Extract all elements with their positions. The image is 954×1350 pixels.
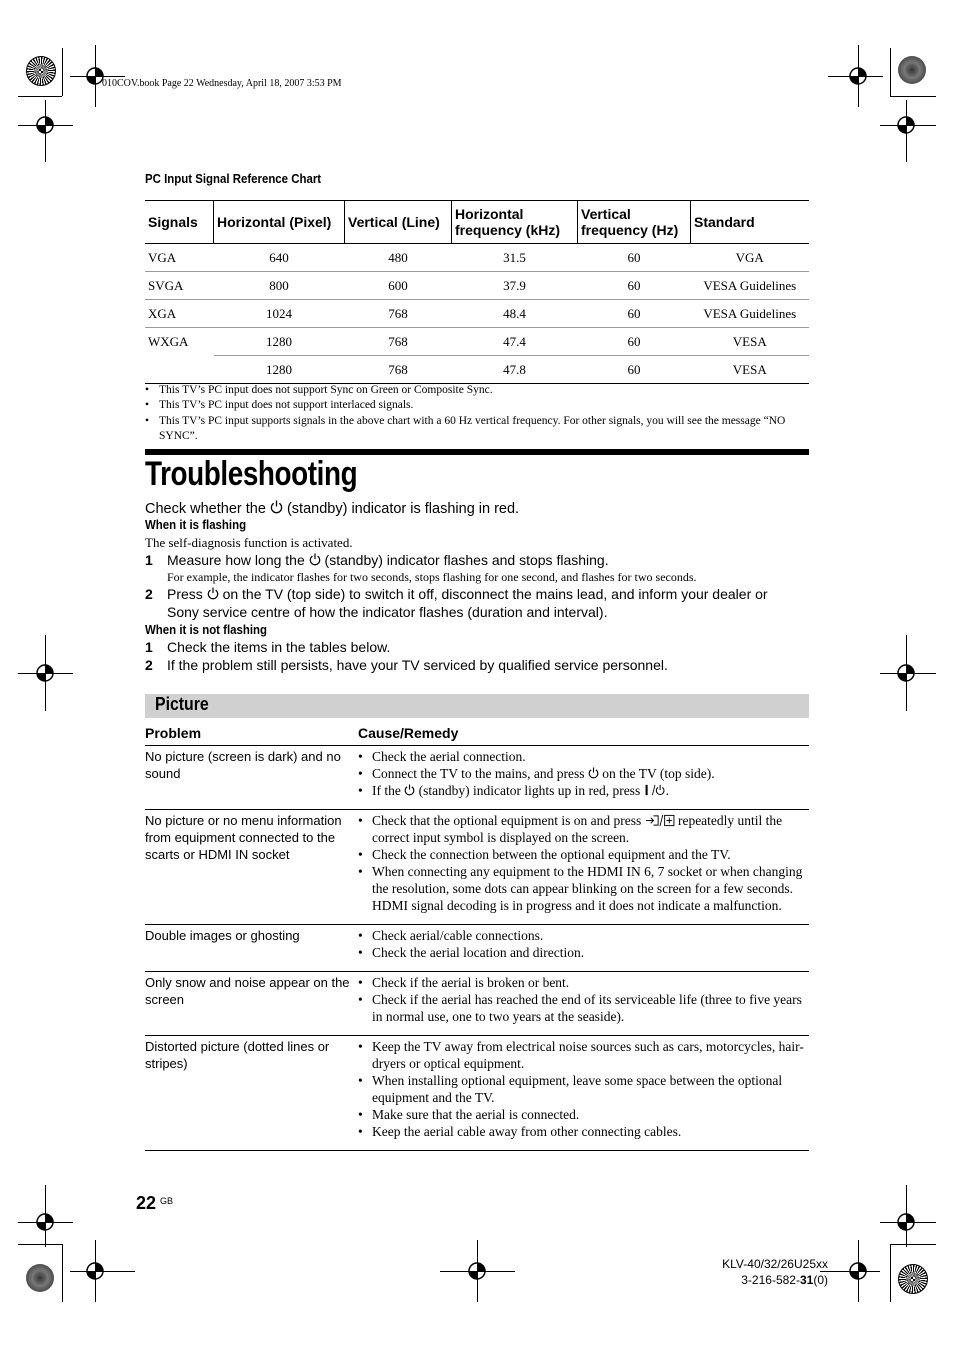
column-header: Standard — [691, 201, 810, 244]
power-standby-icon — [309, 553, 321, 566]
table-row — [145, 972, 809, 1036]
table-cell: 640 — [214, 244, 345, 272]
step-text: Measure how long the — [167, 552, 305, 568]
table-cell: XGA — [145, 300, 214, 328]
power-icon — [207, 587, 219, 600]
remedy-text: on the TV (top side). — [602, 766, 715, 781]
intro-line — [145, 500, 519, 517]
table-row — [145, 746, 809, 810]
registration-mark-icon — [31, 659, 59, 687]
table-cell: 480 — [345, 244, 452, 272]
table-cell: 768 — [345, 328, 452, 356]
remedy-item: • When connecting any equipment to the HDMI IN 6, 7 socket or when changing the resolution, some dots can appear blinking on the screen for a few seconds. HDMI signal decoding is in progress and it does not indicate a malfunction. — [358, 863, 809, 914]
step-number: 2 — [145, 586, 153, 602]
flashing-text: The self-diagnosis function is activated. — [145, 535, 353, 550]
remedy-text: (standby) indicator lights up in red, press — [418, 783, 641, 798]
remedy-item: • Check the aerial connection. — [358, 748, 809, 765]
remedy-item: • When installing optional equipment, leave some space between the optional equipment and the TV. — [358, 1072, 809, 1106]
part-code-bold: 31 — [799, 1273, 814, 1287]
remedy-item: • Check the aerial location and direction. — [358, 944, 809, 961]
step-1 — [167, 552, 609, 568]
pc-signal-table — [145, 200, 809, 384]
color-rosette-icon — [898, 56, 926, 84]
model-info — [722, 1256, 828, 1288]
step-2 — [167, 586, 768, 602]
table-cell: 31.5 — [452, 244, 578, 272]
not-flashing-step-1: Check the items in the tables below. — [167, 639, 391, 655]
step-2-continued: Sony service centre of how the indicator flashes (duration and interval). — [167, 604, 608, 620]
column-header: Horizontal (Pixel) — [214, 201, 345, 244]
note-item: • This TV’s PC input does not support interlaced signals. — [145, 398, 809, 413]
table-row — [145, 925, 809, 972]
column-header-problem: Problem — [145, 720, 358, 746]
remedy-cell — [358, 810, 809, 925]
input-select-icon — [645, 814, 675, 827]
remedy-item: • Keep the TV away from electrical noise sources such as cars, motorcycles, hair-dryers or optical equipment. — [358, 1038, 809, 1072]
registration-mark-icon — [892, 659, 920, 687]
remedy-item: • Keep the aerial cable away from other connecting cables. — [358, 1123, 809, 1140]
table-cell: VESA Guidelines — [691, 300, 810, 328]
intro-text: (standby) indicator is flashing in red. — [286, 501, 520, 517]
power-standby-icon — [270, 500, 283, 514]
table-cell: 60 — [578, 328, 691, 356]
column-header: Signals — [145, 201, 214, 244]
table-cell: 60 — [578, 356, 691, 384]
table-cell: 600 — [345, 272, 452, 300]
registration-mark-icon — [892, 111, 920, 139]
column-header: Vertical (Line) — [345, 201, 452, 244]
when-not-flashing-heading: When it is not flashing — [145, 622, 268, 637]
table-cell: VGA — [691, 244, 810, 272]
remedy-cell — [358, 972, 809, 1036]
color-rosette-icon — [898, 1264, 928, 1294]
column-header: Vertical frequency (Hz) — [578, 201, 691, 244]
registration-mark-icon — [892, 1208, 920, 1236]
color-rosette-icon — [26, 56, 56, 86]
table-cell: 768 — [345, 300, 452, 328]
column-header: Horizontal frequency (kHz) — [452, 201, 578, 244]
registration-mark-icon — [31, 111, 59, 139]
table-cell: VESA — [691, 328, 810, 356]
step-1-note: For example, the indicator flashes for two seconds, stops flashing for one second, and flashes for two seconds. — [167, 570, 697, 584]
table-cell — [145, 356, 214, 384]
table-cell: VGA — [145, 244, 214, 272]
pc-chart-title: PC Input Signal Reference Chart — [145, 171, 322, 186]
registration-mark-icon — [844, 1257, 872, 1285]
table-cell: 47.8 — [452, 356, 578, 384]
page-number: 22 — [136, 1193, 157, 1213]
table-row — [145, 356, 809, 384]
registration-mark-icon — [31, 1208, 59, 1236]
registration-mark-icon — [463, 1257, 491, 1285]
step-number: 1 — [145, 552, 153, 568]
power-icon — [588, 767, 599, 779]
table-row — [145, 810, 809, 925]
table-row — [145, 272, 809, 300]
page-title: Troubleshooting — [145, 455, 358, 493]
step-text: on the TV (top side) to switch it off, disconnect the mains lead, and inform your dealer or — [222, 586, 768, 602]
when-flashing-heading: When it is flashing — [145, 517, 247, 532]
problem-cell: Distorted picture (dotted lines or stripes) — [145, 1036, 358, 1151]
problem-cell: No picture or no menu information from equipment connected to the scarts or HDMI IN socket — [145, 810, 358, 925]
remedy-text: Check that the optional equipment is on and press — [372, 813, 642, 828]
step-number: 1 — [145, 639, 153, 655]
remedy-item: • Check if the aerial is broken or bent. — [358, 974, 809, 991]
problem-cell: Only snow and noise appear on the screen — [145, 972, 358, 1036]
tv-standby-button-icon — [644, 784, 666, 796]
remedy-text: repeatedly until the correct input symbol is displayed on the screen. — [372, 813, 783, 845]
table-cell: 768 — [345, 356, 452, 384]
picture-section-bar — [145, 694, 809, 718]
table-cell: 60 — [578, 300, 691, 328]
remedy-item: • Make sure that the aerial is connected. — [358, 1106, 809, 1123]
table-cell: VESA Guidelines — [691, 272, 810, 300]
table-header-row — [145, 720, 809, 746]
column-header-cause: Cause/Remedy — [358, 720, 809, 746]
remedy-item: • If the (standby) indicator lights up in red, press . — [358, 782, 809, 799]
table-row — [145, 328, 809, 356]
remedy-cell — [358, 746, 809, 810]
power-standby-icon — [404, 784, 415, 796]
table-cell: WXGA — [148, 333, 189, 349]
table-cell: VESA — [691, 356, 810, 384]
part-code-prefix: 3-216-582- — [741, 1273, 800, 1287]
part-code — [722, 1272, 828, 1288]
problem-cell: Double images or ghosting — [145, 925, 358, 972]
model-number: KLV-40/32/26U25xx — [722, 1257, 828, 1271]
remedy-cell — [358, 925, 809, 972]
table-header-row — [145, 201, 809, 244]
table-cell: 60 — [578, 272, 691, 300]
problem-cell: No picture (screen is dark) and no sound — [145, 746, 358, 810]
remedy-text: If the — [372, 783, 401, 798]
part-code-suffix: (0) — [813, 1273, 828, 1287]
remedy-item — [358, 812, 809, 846]
table-row — [145, 244, 809, 272]
page-language-suffix: GB — [160, 1196, 174, 1206]
book-header-line: 010COV.book Page 22 Wednesday, April 18, 2007 3:53 PM — [102, 78, 342, 89]
table-cell: 1024 — [214, 300, 345, 328]
registration-mark-icon — [81, 1257, 109, 1285]
remedy-item: • Check if the aerial has reached the end of its serviceable life (three to five years in normal use, one to two years at the seaside). — [358, 991, 809, 1025]
remedy-item — [358, 765, 809, 782]
table-cell: 60 — [578, 244, 691, 272]
table-cell: 1280 — [214, 356, 345, 384]
remedy-item: • Check the connection between the optional equipment and the TV. — [358, 846, 809, 863]
table-cell: 37.9 — [452, 272, 578, 300]
not-flashing-step-2: If the problem still persists, have your TV serviced by qualified service personnel. — [167, 657, 668, 673]
table-cell: 47.4 — [452, 328, 578, 356]
step-text: Press — [167, 586, 203, 602]
picture-heading: Picture — [155, 694, 209, 714]
table-cell: 48.4 — [452, 300, 578, 328]
table-row — [145, 1036, 809, 1151]
color-rosette-icon — [26, 1264, 54, 1292]
step-number: 2 — [145, 657, 153, 673]
note-item: • This TV’s PC input does not support Sync on Green or Composite Sync. — [145, 383, 809, 398]
pc-chart-notes — [145, 383, 809, 444]
remedy-cell — [358, 1036, 809, 1151]
remedy-text: Connect the TV to the mains, and press — [372, 766, 585, 781]
step-text: (standby) indicator flashes and stops flashing. — [324, 552, 609, 568]
table-cell: 1280 — [214, 328, 345, 356]
intro-text: Check whether the — [145, 501, 266, 517]
remedy-item: • Check aerial/cable connections. — [358, 927, 809, 944]
table-row — [145, 300, 809, 328]
table-cell: SVGA — [145, 272, 214, 300]
table-cell: 800 — [214, 272, 345, 300]
note-item: • This TV’s PC input supports signals in the above chart with a 60 Hz vertical frequency. For other signals, you will see the message “NO SYNC”. — [145, 414, 809, 445]
registration-mark-icon — [844, 62, 872, 90]
picture-troubleshooting-table — [145, 720, 809, 1151]
